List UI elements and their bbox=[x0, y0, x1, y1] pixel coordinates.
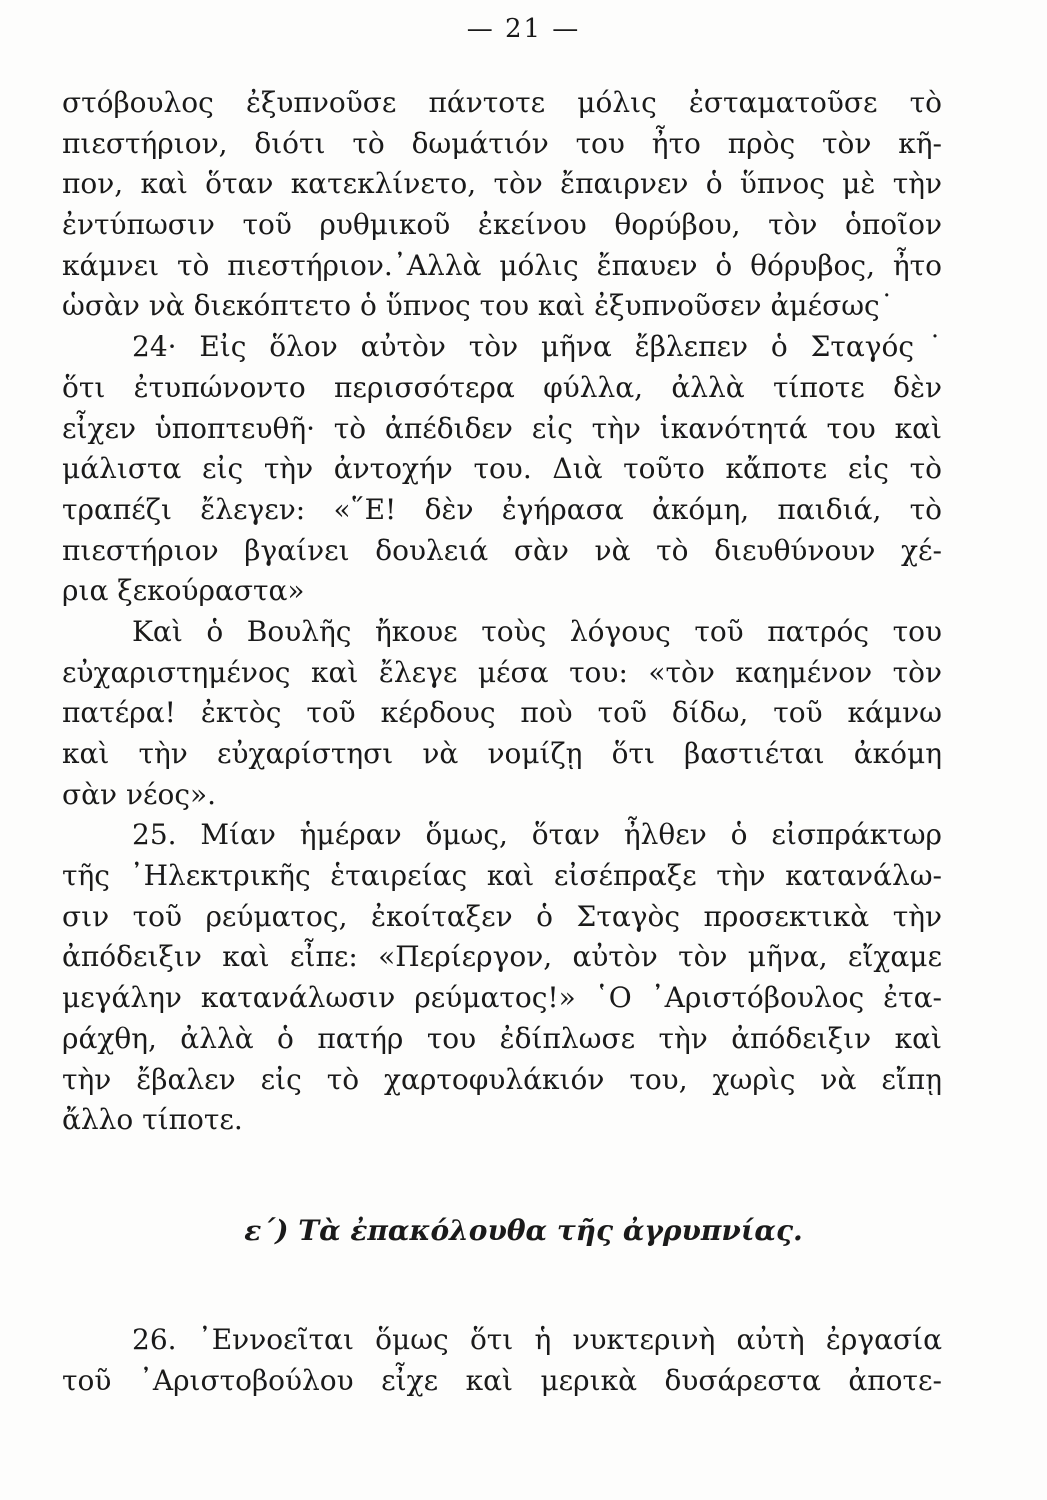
text-line: ράχθη, ἀλλὰ ὁ πατήρ του ἐδίπλωσε τὴν ἀπόδειξιν καὶ bbox=[62, 1021, 942, 1055]
text-line: σιν τοῦ ρεύματος, ἐκοίταξεν ὁ Σταγὸς προσεκτικὰ τὴν bbox=[62, 899, 942, 933]
text-line: σὰν νέος». bbox=[62, 777, 217, 811]
text-line: καὶ τὴν εὐχαρίστησι νὰ νομίζῃ ὅτι βαστιέται ἀκόμη bbox=[62, 737, 942, 770]
text-line: εὐχαριστημένος καὶ ἔλεγε μέσα του: «τὸν καημένον τὸν bbox=[62, 655, 942, 689]
text-line: τῆς ᾿Ηλεκτρικῆς ἑταιρείας καὶ εἰσέπραξε τὴν κατανάλω- bbox=[62, 859, 942, 893]
text-line: στόβουλος ἐξυπνοῦσε πάντοτε μόλις ἐσταματοῦσε τὸ bbox=[62, 86, 942, 119]
text-line: ἀπόδειξιν καὶ εἶπε: «Περίεργον, αὐτὸν τὸν μῆνα, εἴχαμε bbox=[62, 940, 942, 974]
text-line: μεγάλην κατανάλωσιν ρεύματος!» ῾Ο ᾿Αριστόβουλος ἐτα- bbox=[62, 981, 942, 1015]
text-line: ρια ξεκούραστα» bbox=[62, 574, 305, 608]
text-line: τὴν ἔβαλεν εἰς τὸ χαρτοφυλάκιόν του, χωρὶς νὰ εἴπῃ bbox=[62, 1062, 942, 1096]
text-line: ἐντύπωσιν τοῦ ρυθμικοῦ ἐκείνου θορύβου, τὸν ὁποῖον bbox=[62, 208, 942, 242]
page-number: — 21 — bbox=[466, 14, 581, 44]
text-line: πιεστήριον, διότι τὸ δωμάτιόν του ἦτο πρὸς τὸν κῆ- bbox=[62, 126, 942, 160]
paragraph-25-start: 25. Μίαν ἡμέραν ὅμως, ὅταν ἦλθεν ὁ εἰσπράκτωρ bbox=[132, 818, 942, 852]
text-line: κάμνει τὸ πιεστήριον.᾿Αλλὰ μόλις ἔπαυεν ὁ θόρυβος, ἦτο bbox=[62, 248, 942, 282]
body-text bbox=[62, 83, 942, 1141]
paragraph-24-start: 24· Εἰς ὅλον αὐτὸν τὸν μῆνα ἔβλεπεν ὁ Σταγός˙ bbox=[132, 330, 942, 364]
text-line: τοῦ ᾿Αριστοβούλου εἶχε καὶ μερικὰ δυσάρεστα ἀποτε- bbox=[62, 1363, 942, 1397]
text-line: εἶχεν ὑποπτευθῆ· τὸ ἀπέδιδεν εἰς τὴν ἱκανότητά του καὶ bbox=[62, 411, 942, 445]
text-line: μάλιστα εἰς τὴν ἀντοχήν του. Διὰ τοῦτο κἄποτε εἰς τὸ bbox=[62, 452, 942, 486]
text-line: ἄλλο τίποτε. bbox=[62, 1103, 243, 1137]
final-text bbox=[62, 1320, 942, 1401]
text-line: ὅτι ἐτυπώνοντο περισσότερα φύλλα, ἀλλὰ τίποτε δὲν bbox=[62, 370, 942, 404]
text-line: πιεστήριον βγαίνει δουλειά σὰν νὰ τὸ διευθύνουν χέ- bbox=[62, 533, 942, 567]
section-heading: ε΄) Τὰ ἐπακόλουθα τῆς ἀγρυπνίας. bbox=[244, 1214, 803, 1247]
paragraph-26-start: 26. ᾿Εννοεῖται ὅμως ὅτι ἡ νυκτερινὴ αὐτὴ ἐργασία bbox=[132, 1323, 942, 1356]
paragraph-start: Καὶ ὁ Βουλῆς ἤκουε τοὺς λόγους τοῦ πατρός του bbox=[132, 614, 942, 648]
text-line: πατέρα! ἐκτὸς τοῦ κέρδους ποὺ τοῦ δίδω, τοῦ κάμνω bbox=[62, 696, 942, 730]
text-line: πον, καὶ ὅταν κατεκλίνετο, τὸν ἔπαιρνεν ὁ ὕπνος μὲ τὴν bbox=[62, 167, 942, 201]
text-line: ὡσὰν νὰ διεκόπτετο ὁ ὕπνος του καὶ ἐξυπνοῦσεν ἀμέσως˙ bbox=[62, 289, 894, 323]
text-line: τραπέζι ἔλεγεν: «῞Ε! δὲν ἐγήρασα ἀκόμη, παιδιά, τὸ bbox=[62, 492, 942, 526]
